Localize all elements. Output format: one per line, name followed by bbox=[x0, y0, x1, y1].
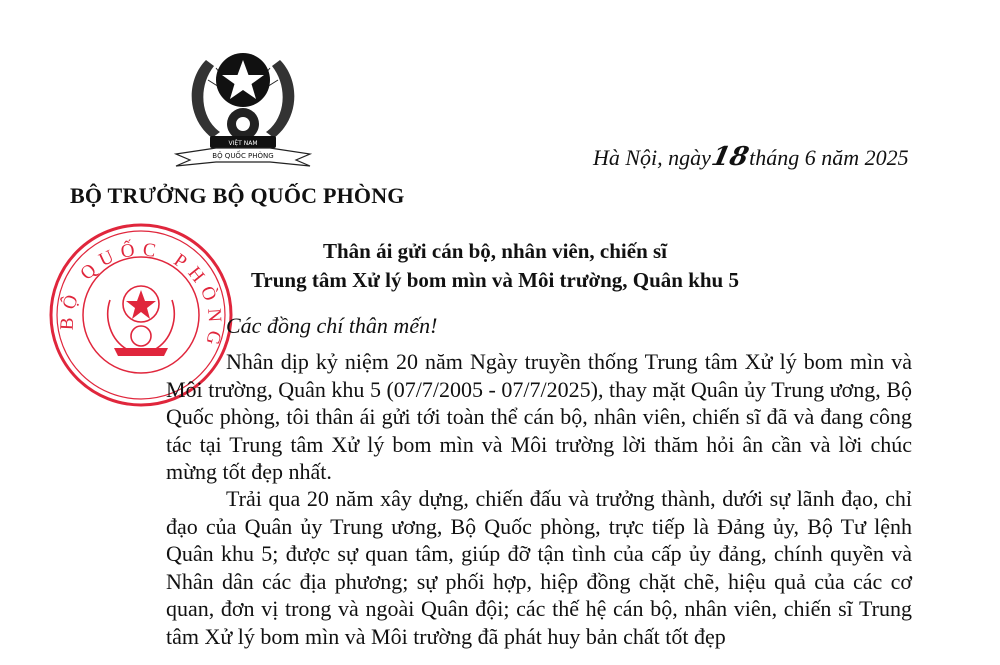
emblem-banner-text: BỘ QUỐC PHÒNG bbox=[212, 152, 274, 160]
letter-heading bbox=[245, 237, 745, 295]
seal-text: BỘ QUỐC PHÒNG bbox=[56, 238, 226, 354]
body-paragraph-1: Nhân dịp kỷ niệm 20 năm Ngày truyền thống Trung tâm Xử lý bom mìn và Môi trường, Quân khu 5 (07/7/2005 - 07/7/2025), thay mặt Quân ủy Trung ương, Bộ Quốc phòng, tôi thân ái gửi tới toàn thể cán bộ, nhân viên, chiến sĩ đã và đang công tác tại Trung tâm Xử lý bom mìn và Môi trường lời thăm hỏi ân cần và lời chúc mừng tốt đẹp nhất. bbox=[166, 349, 912, 484]
date-line bbox=[593, 142, 909, 172]
heading-line-1: Thân ái gửi cán bộ, nhân viên, chiến sĩ bbox=[322, 239, 668, 263]
body-paragraph-2: Trải qua 20 năm xây dựng, chiến đấu và trưởng thành, dưới sự lãnh đạo, chỉ đạo của Quân ủy Trung ương, Bộ Quốc phòng, trực tiếp là Đảng ủy, Bộ Tư lệnh Quân khu 5; được sự quan tâm, giúp đỡ tận tình của cấp ủy đảng, chính quyền và Nhân dân các địa phương; sự phối hợp, hiệp đồng chặt chẽ, hiệu quả của các cơ quan, đơn vị trong và ngoài Quân đội; các thế hệ cán bộ, nhân viên, chiến sĩ Trung tâm Xử lý bom mìn và Môi trường đã phát huy bản chất tốt đẹp bbox=[166, 486, 912, 649]
organization-title: BỘ TRƯỞNG BỘ QUỐC PHÒNG bbox=[70, 183, 405, 208]
national-emblem bbox=[168, 40, 318, 172]
date-prefix: Hà Nội, ngày bbox=[593, 145, 711, 170]
date-suffix: tháng 6 năm 2025 bbox=[749, 145, 909, 170]
heading-line-2: Trung tâm Xử lý bom mìn và Môi trường, Quân khu 5 bbox=[250, 268, 739, 292]
salutation: Các đồng chí thân mến! bbox=[226, 313, 438, 338]
handwritten-day: 18 bbox=[708, 142, 752, 172]
emblem-band-text: VIỆT NAM bbox=[228, 140, 258, 147]
